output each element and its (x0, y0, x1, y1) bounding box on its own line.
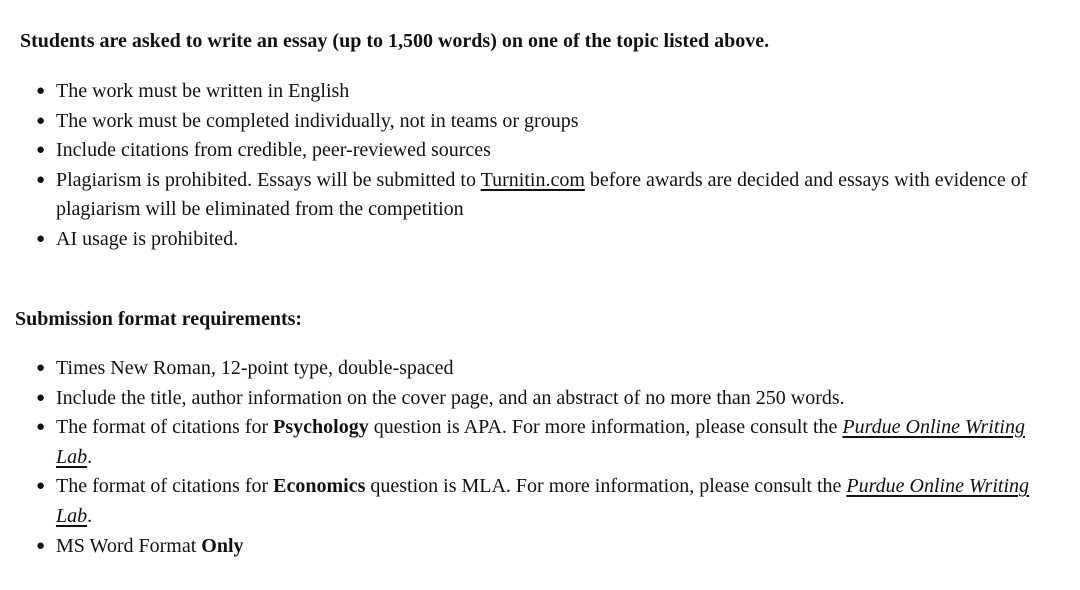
bullet-icon: ● (36, 478, 46, 495)
list-item (36, 225, 1066, 255)
list-item-text: The work must be completed individually, not in teams or groups (56, 109, 579, 132)
list-item-text-middle: question is APA. For more information, please consult the (368, 416, 843, 439)
bullet-icon: ● (36, 419, 46, 436)
essay-rules-list (36, 77, 1066, 255)
list-item (36, 136, 1066, 166)
bullet-icon: ● (36, 142, 46, 159)
list-item-text-before: MS Word Format (56, 534, 202, 557)
list-item-text: AI usage is prohibited. (56, 227, 239, 250)
purdue-owl-link-mla[interactable]: Purdue Online Writing Lab (56, 475, 1029, 527)
list-item-text-before: Plagiarism is prohibited. Essays will be submitted to (56, 168, 481, 191)
bullet-icon: ● (36, 537, 46, 554)
list-item-text: Include citations from credible, peer-reviewed sources (56, 139, 491, 162)
list-item-text-after: . (87, 504, 93, 527)
submission-format-heading: Submission format requirements: (15, 308, 303, 330)
only-label: Only (201, 534, 244, 557)
list-item (36, 472, 1066, 531)
essay-instructions-heading: Students are asked to write an essay (up to 1,500 words) on one of the topic listed above. (20, 30, 770, 52)
economics-label: Economics (273, 475, 366, 498)
bullet-icon: ● (36, 230, 46, 247)
turnitin-link[interactable]: Turnitin.com (480, 168, 585, 191)
list-item-text-middle: question is MLA. For more information, please consult the (365, 475, 847, 498)
list-item-text-after: . (87, 445, 93, 468)
list-item (36, 77, 1066, 107)
list-item-text-before: The format of citations for (56, 475, 274, 498)
list-item-text: The work must be written in English (56, 80, 350, 102)
list-item (36, 107, 1066, 137)
bullet-icon: ● (36, 83, 46, 99)
list-item-text-before: The format of citations for (56, 416, 274, 439)
bullet-icon: ● (36, 360, 46, 376)
list-item (36, 166, 1066, 225)
list-item (36, 413, 1066, 472)
list-item (36, 532, 1066, 562)
bullet-icon: ● (36, 112, 46, 129)
list-item-text: Include the title, author information on the cover page, and an abstract of no more than 250 words. (56, 386, 845, 409)
list-item-text-after: before awards are decided and essays with evidence of plagiarism will be eliminated from the competition (56, 168, 1028, 221)
purdue-owl-link-apa[interactable]: Purdue Online Writing Lab (56, 416, 1025, 468)
bullet-icon: ● (36, 389, 46, 406)
list-item (36, 354, 1066, 384)
submission-format-list (36, 354, 1066, 561)
bullet-icon: ● (36, 171, 46, 188)
psychology-label: Psychology (273, 416, 369, 439)
list-item-text: Times New Roman, 12-point type, double-spaced (56, 357, 454, 379)
list-item (36, 384, 1066, 414)
